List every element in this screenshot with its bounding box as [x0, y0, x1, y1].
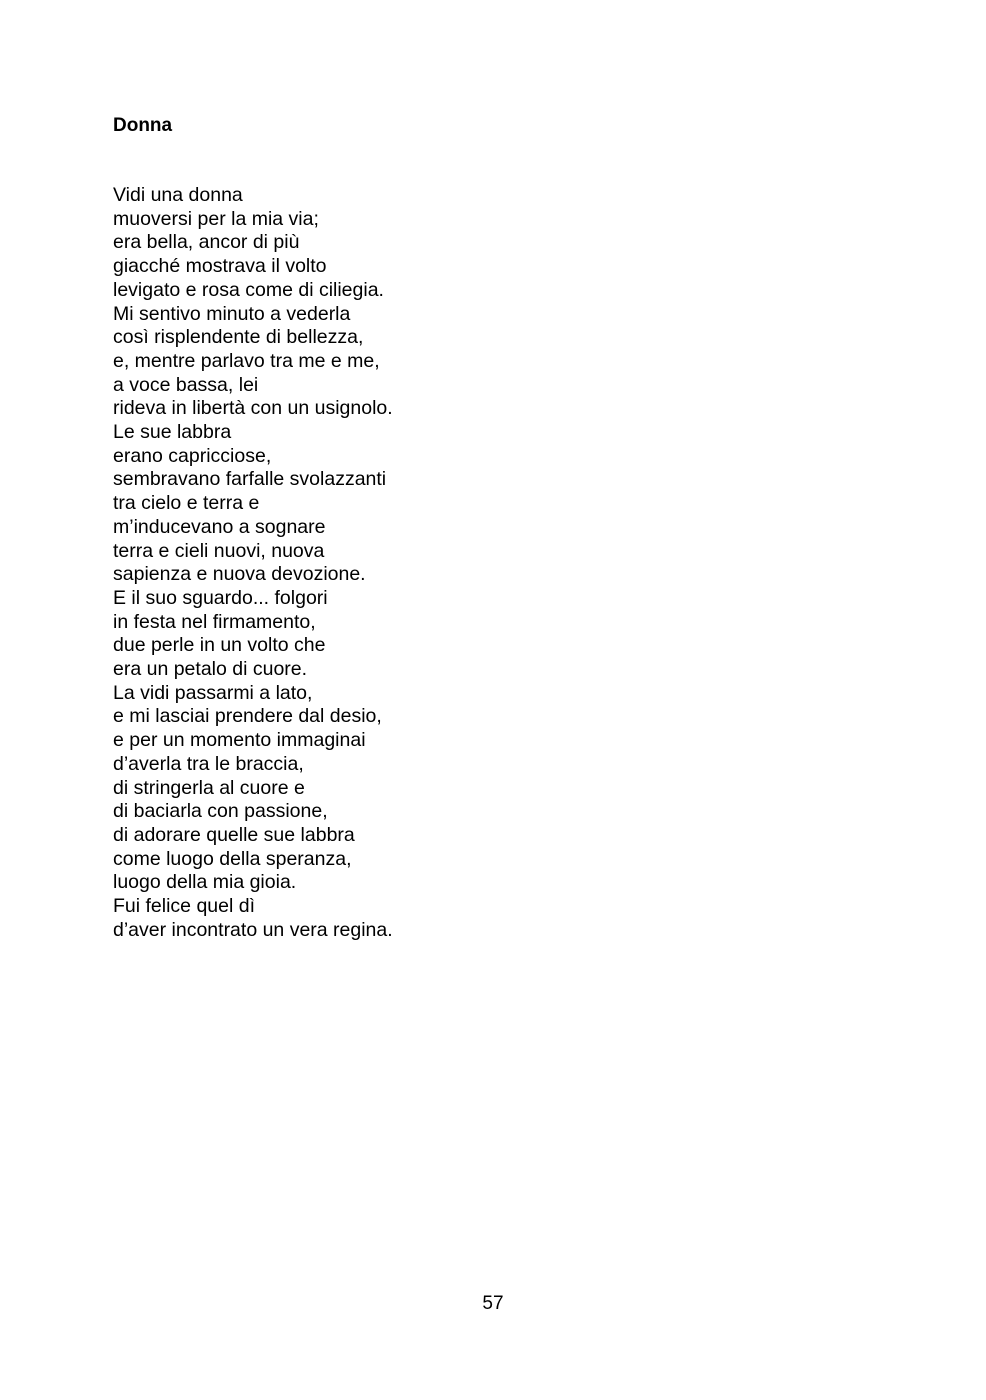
poem-line: Fui felice quel dì: [113, 895, 255, 918]
poem-line: così risplendente di bellezza,: [113, 326, 364, 349]
poem-line: era un petalo di cuore.: [113, 658, 308, 681]
poem-title: Donna: [113, 115, 173, 136]
poem-line: La vidi passarmi a lato,: [113, 681, 313, 704]
poem-line: terra e cieli nuovi, nuova: [113, 539, 325, 562]
poem-line: giacché mostrava il volto: [113, 255, 327, 278]
poem-line: m’inducevano a sognare: [113, 515, 326, 538]
poem-line: sembravano farfalle svolazzanti: [113, 468, 387, 491]
poem-line: Vidi una donna: [113, 184, 243, 206]
poem-line: di adorare quelle sue labbra: [113, 823, 355, 846]
poem-line: e per un momento immaginai: [113, 729, 366, 752]
poem-line: muoversi per la mia via;: [113, 207, 319, 230]
poem-line: in festa nel firmamento,: [113, 610, 316, 633]
poem-line: e, mentre parlavo tra me e me,: [113, 349, 380, 372]
poem-line: erano capricciose,: [113, 444, 272, 467]
poem-line: due perle in un volto che: [113, 634, 326, 657]
poem-line: come luogo della speranza,: [113, 847, 352, 870]
poem-line: E il suo sguardo... folgori: [113, 586, 328, 609]
poem-line: di stringerla al cuore e: [113, 776, 305, 799]
page-number: 57: [482, 1293, 504, 1314]
poem-line: levigato e rosa come di ciliegia.: [113, 278, 384, 301]
poem-line: e mi lasciai prendere dal desio,: [113, 705, 382, 728]
poem-line: a voce bassa, lei: [113, 373, 259, 396]
poem-line: rideva in libertà con un usignolo.: [113, 397, 393, 420]
poem-line: d’averla tra le braccia,: [113, 752, 304, 775]
poem-body: [113, 184, 393, 943]
poem-line: di baciarla con passione,: [113, 800, 328, 823]
poem-line: Mi sentivo minuto a vederla: [113, 302, 351, 325]
poem-line: luogo della mia gioia.: [113, 871, 297, 894]
poem-line: Le sue labbra: [113, 421, 232, 444]
poem-line: era bella, ancor di più: [113, 231, 300, 254]
poem-line: sapienza e nuova devozione.: [113, 563, 366, 586]
poem-line: d’aver incontrato un vera regina.: [113, 918, 393, 941]
poem-line: tra cielo e terra e: [113, 492, 260, 515]
